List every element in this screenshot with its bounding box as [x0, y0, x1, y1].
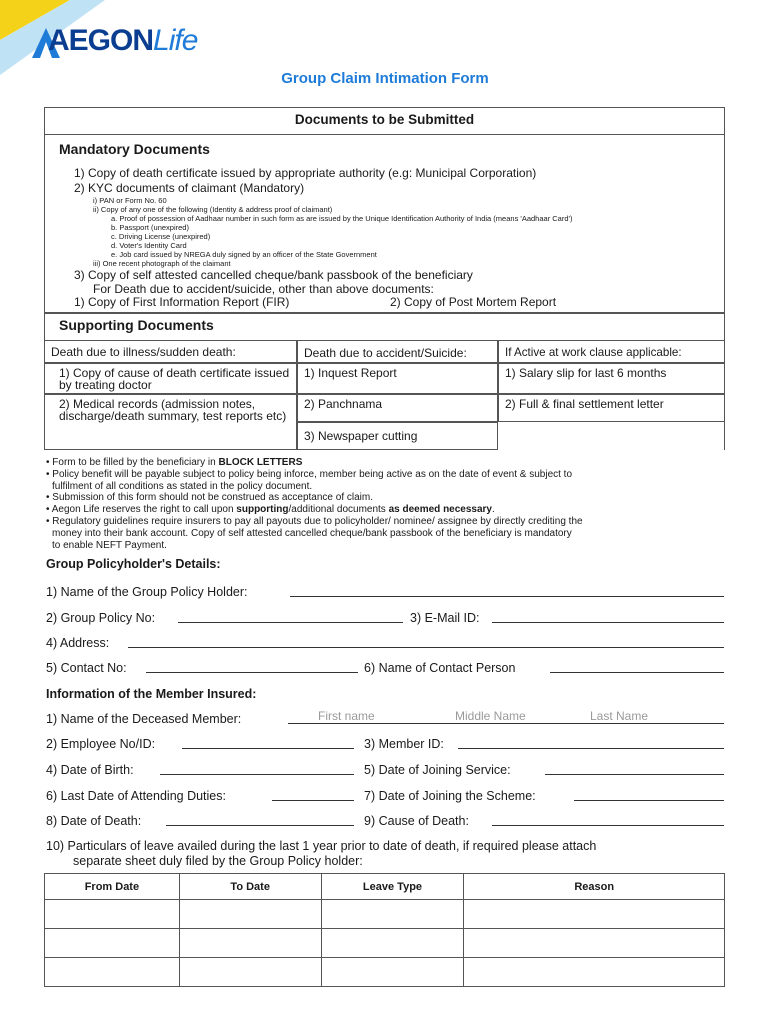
kyc-sub-b: b. Passport (unexpired) [111, 223, 189, 232]
note-4-a: • Aegon Life reserves the right to call upon [46, 504, 237, 515]
kyc-sub-c: c. Driving License (unexpired) [111, 232, 211, 241]
middle-name-placeholder: Middle Name [455, 709, 526, 723]
note-1-bold: BLOCK LETTERS [218, 457, 303, 468]
table-row [45, 958, 725, 987]
table-row [45, 900, 725, 929]
dob-label: 4) Date of Birth: [46, 763, 134, 777]
address-label: 4) Address: [46, 636, 110, 650]
dod-label: 8) Date of Death: [46, 814, 142, 828]
policy-no-field[interactable] [178, 622, 403, 623]
member-id-label: 3) Member ID: [364, 737, 444, 751]
cell[interactable] [179, 929, 321, 958]
kyc-sub-ii: ii) Copy of any one of the following (Identity & address proof of claimant) [93, 205, 333, 214]
note-4-e: . [492, 504, 495, 515]
doj-scheme-field[interactable] [574, 800, 724, 801]
dod-field[interactable] [166, 825, 354, 826]
support-col3-head: If Active at work clause applicable: [498, 340, 725, 363]
kyc-sub-a: a. Proof of possession of Aadhaar number in such form as are issued by the Unique Identification Authority of India (means 'Aadhaar Card') [111, 214, 573, 223]
logo-main-text: AEGON [48, 24, 154, 57]
documents-heading: Documents to be Submitted [45, 108, 724, 135]
support-col2-r3: 3) Newspaper cutting [297, 422, 498, 450]
mandatory-item-1: 1) Copy of death certificate issued by appropriate authority (e.g: Municipal Corporation) [74, 166, 537, 180]
employee-no-label: 2) Employee No/ID: [46, 737, 156, 751]
note-4-d: as deemed necessary [388, 504, 492, 515]
kyc-sub-d: d. Voter's Identity Card [111, 241, 187, 250]
support-col2-r2: 2) Panchnama [297, 394, 498, 422]
policyholder-name-field[interactable] [290, 596, 724, 597]
cell[interactable] [45, 958, 180, 987]
member-id-field[interactable] [458, 748, 724, 749]
first-name-placeholder: First name [318, 709, 375, 723]
cell[interactable] [464, 929, 725, 958]
documents-box [44, 107, 725, 313]
note-1 [46, 457, 746, 469]
employee-no-field[interactable] [182, 748, 354, 749]
support-col2-r1: 1) Inquest Report [297, 363, 498, 394]
form-title: Group Claim Intimation Form [281, 70, 489, 87]
contact-person-field[interactable] [550, 672, 724, 673]
deceased-name-field[interactable] [288, 723, 724, 724]
col-leave-type: Leave Type [321, 874, 464, 900]
support-col3-r2: 2) Full & final settlement letter [498, 394, 725, 422]
leave-particulars-label-2: separate sheet duly filed by the Group Policy holder: [73, 854, 363, 868]
support-col1-head: Death due to illness/sudden death: [44, 340, 297, 363]
note-4-b: supporting [236, 504, 289, 515]
table-row [45, 929, 725, 958]
aegon-logo [48, 24, 197, 58]
support-col1-r2: 2) Medical records (admission notes, discharge/death summary, test reports etc) [44, 394, 297, 450]
fir-item: 1) Copy of First Information Report (FIR) [74, 295, 290, 309]
contact-no-label: 5) Contact No: [46, 661, 127, 675]
doj-scheme-label: 7) Date of Joining the Scheme: [364, 789, 536, 803]
cell[interactable] [45, 929, 180, 958]
postmortem-item: 2) Copy of Post Mortem Report [390, 295, 557, 309]
support-col2-head: Death due to accident/Suicide: [297, 340, 498, 363]
note-2b: fulfilment of all conditions as stated in the policy document. [52, 481, 313, 492]
col-from-date: From Date [45, 874, 180, 900]
note-2: • Policy benefit will be payable subject to policy being inforce, member being active as on the date of event & subject to [46, 469, 573, 480]
cell[interactable] [45, 900, 180, 929]
cell[interactable] [464, 900, 725, 929]
last-duty-field[interactable] [272, 800, 354, 801]
member-heading: Information of the Member Insured: [46, 687, 257, 701]
contact-no-field[interactable] [146, 672, 358, 673]
policyholder-name-label: 1) Name of the Group Policy Holder: [46, 585, 248, 599]
cell[interactable] [464, 958, 725, 987]
support-col3-r1: 1) Salary slip for last 6 months [498, 363, 725, 394]
accident-note: For Death due to accident/suicide, other than above documents: [93, 282, 434, 296]
cell[interactable] [321, 958, 464, 987]
policy-no-label: 2) Group Policy No: [46, 611, 156, 625]
kyc-sub-e: e. Job card issued by NREGA duly signed by an officer of the State Government [111, 250, 377, 259]
address-field[interactable] [128, 647, 724, 648]
note-1-text: • Form to be filled by the beneficiary in [46, 457, 219, 468]
cell[interactable] [179, 958, 321, 987]
cause-field[interactable] [492, 825, 724, 826]
leave-table [44, 873, 725, 987]
last-name-placeholder: Last Name [590, 709, 649, 723]
note-5: • Regulatory guidelines require insurers to pay all payouts due to policyholder/ nominee/ assignee by directly crediting the [46, 516, 583, 527]
note-4-c: /additional documents [288, 504, 389, 515]
kyc-sub-iii: iii) One recent photograph of the claimant [93, 259, 231, 268]
cause-label: 9) Cause of Death: [364, 814, 469, 828]
mandatory-heading: Mandatory Documents [59, 141, 210, 157]
note-5b: money into their bank account. Copy of self attested cancelled cheque/bank passbook of the beneficiary is mandatory [52, 528, 572, 539]
support-col1-r1: 1) Copy of cause of death certificate issued by treating doctor [44, 363, 297, 394]
leave-particulars-label: 10) Particulars of leave availed during the last 1 year prior to date of death, if required please attach [46, 839, 597, 853]
note-5c: to enable NEFT Payment. [52, 540, 167, 551]
deceased-name-label: 1) Name of the Deceased Member: [46, 712, 242, 726]
note-3: • Submission of this form should not be construed as acceptance of claim. [46, 492, 374, 503]
doj-service-label: 5) Date of Joining Service: [364, 763, 511, 777]
email-field[interactable] [492, 622, 724, 623]
note-4 [46, 504, 746, 516]
supporting-heading: Supporting Documents [59, 317, 214, 333]
doj-service-field[interactable] [545, 774, 724, 775]
col-reason: Reason [464, 874, 725, 900]
cell[interactable] [179, 900, 321, 929]
mandatory-item-3: 3) Copy of self attested cancelled cheque/bank passbook of the beneficiary [74, 268, 473, 282]
kyc-sub-i: i) PAN or Form No. 60 [93, 196, 167, 205]
dob-field[interactable] [160, 774, 354, 775]
last-duty-label: 6) Last Date of Attending Duties: [46, 789, 226, 803]
leave-table-header [45, 874, 725, 900]
mandatory-item-2: 2) KYC documents of claimant (Mandatory) [74, 181, 305, 195]
email-label: 3) E-Mail ID: [410, 611, 480, 625]
cell[interactable] [321, 929, 464, 958]
col-to-date: To Date [179, 874, 321, 900]
contact-person-label: 6) Name of Contact Person [364, 661, 516, 675]
cell[interactable] [321, 900, 464, 929]
policyholder-heading: Group Policyholder's Details: [46, 557, 221, 571]
logo-sub-text: Life [153, 24, 198, 57]
